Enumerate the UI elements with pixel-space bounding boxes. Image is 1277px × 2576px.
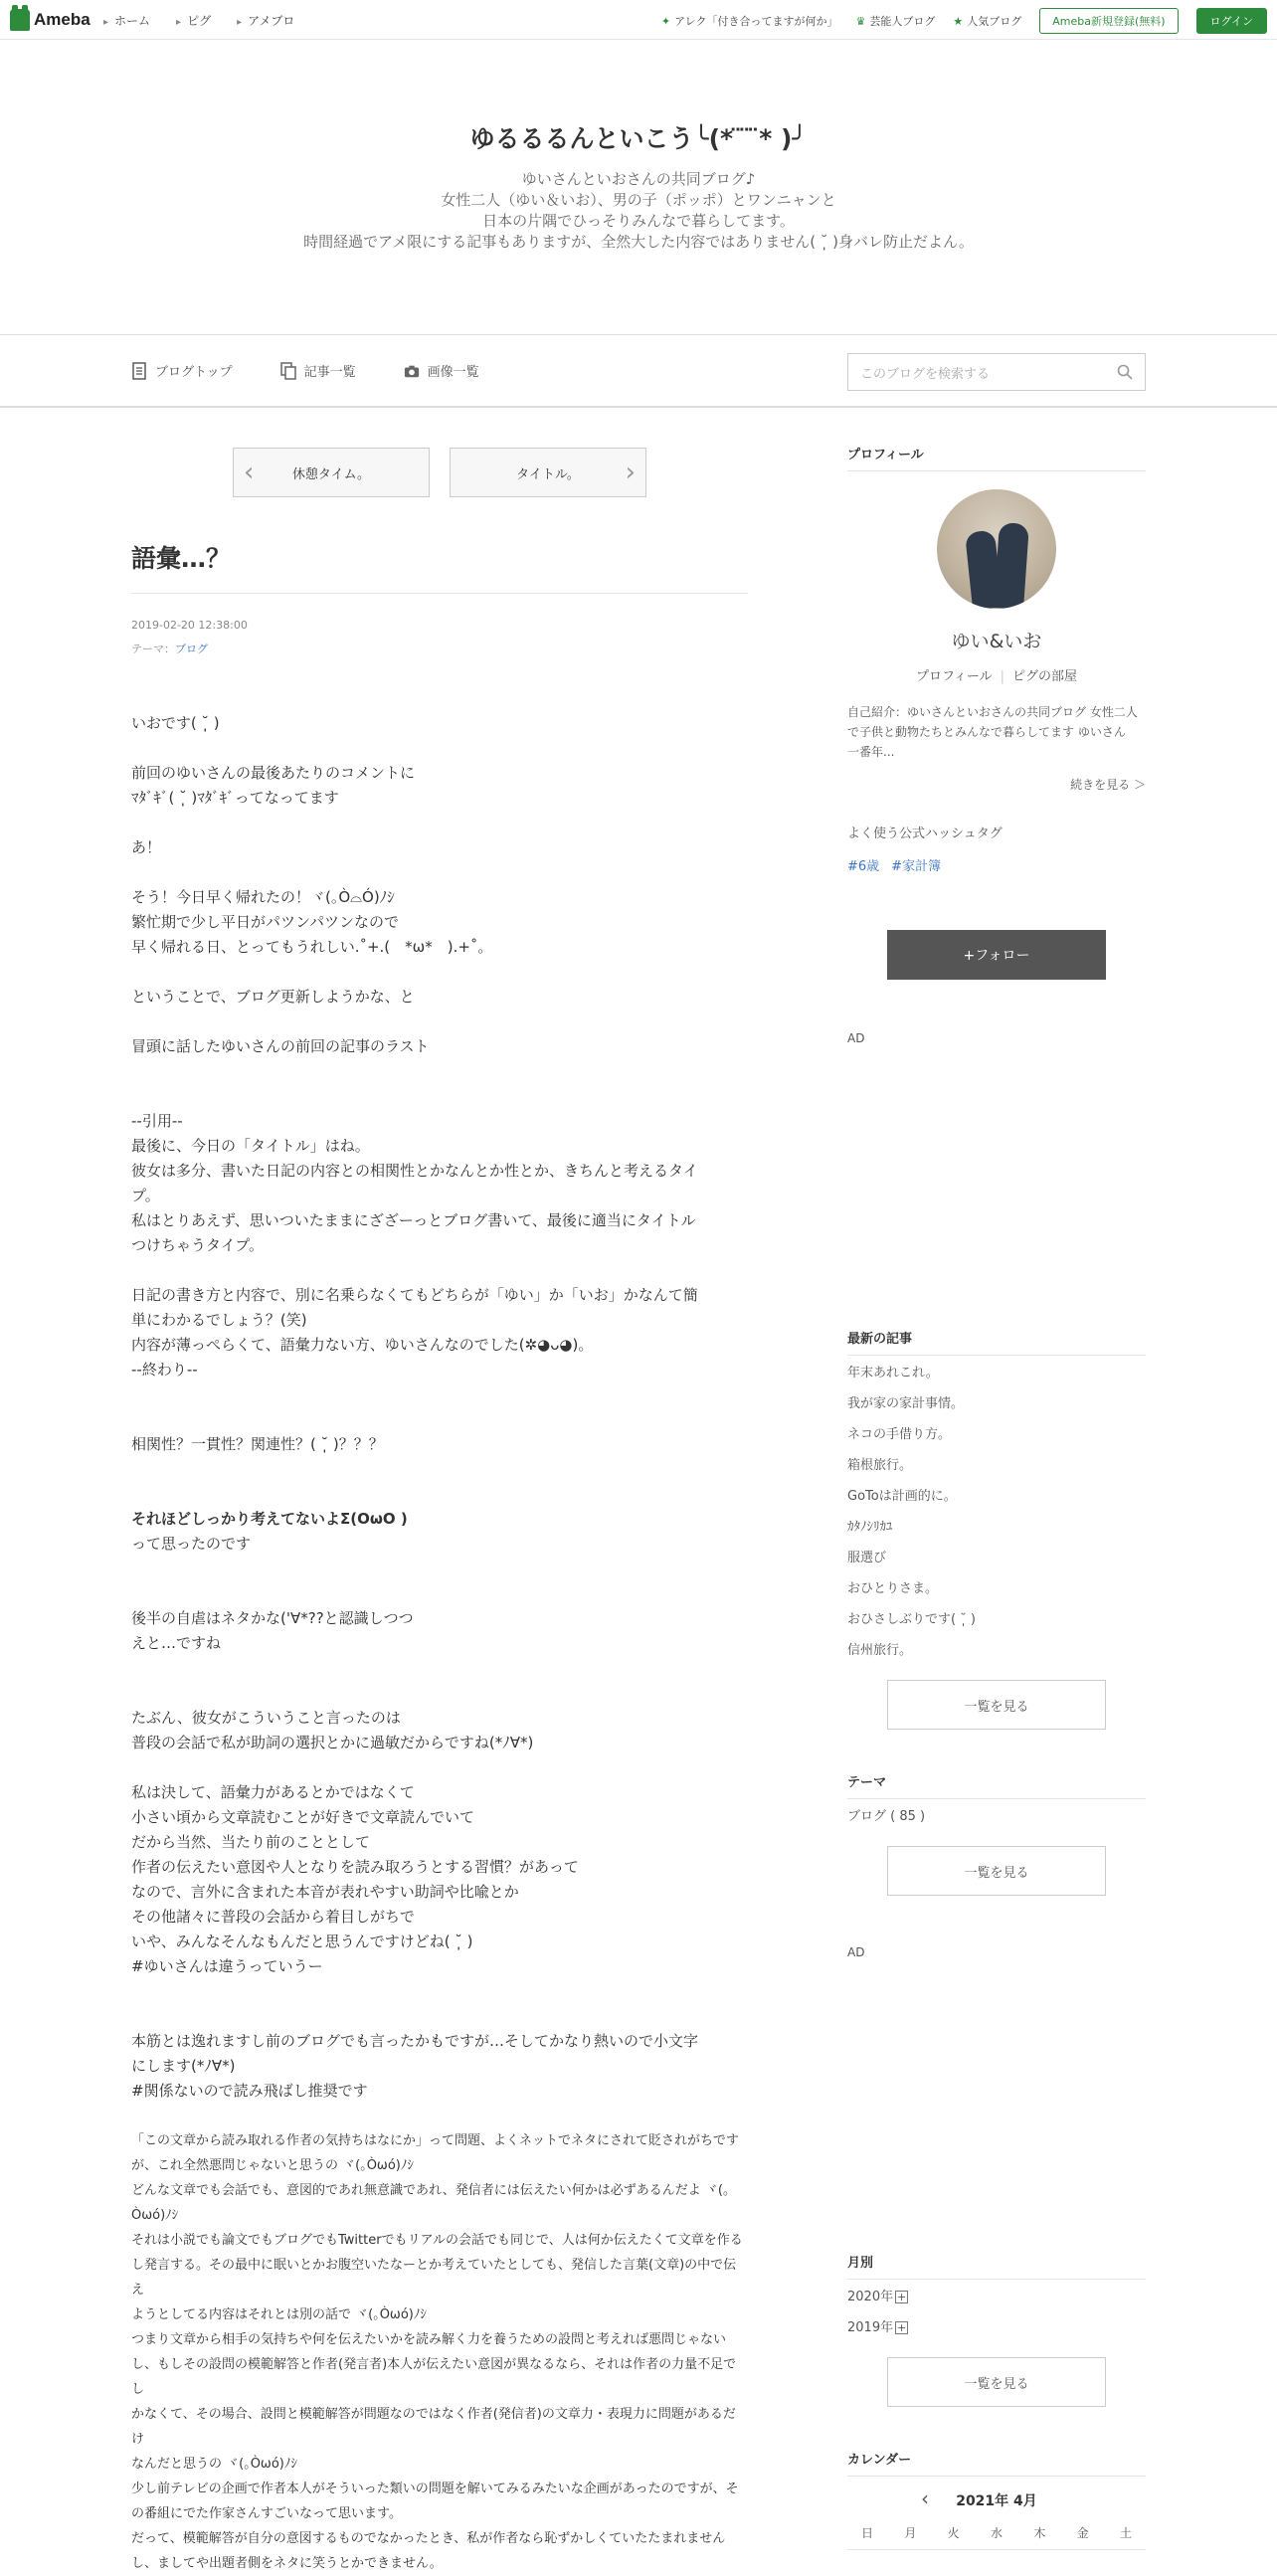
follow-button[interactable]: +フォロー [887, 930, 1106, 980]
entry-line: 早く帰れる日、とってもうれしい.˚+.( *ω* ).+˚。 [131, 938, 493, 956]
hashtag-list [847, 855, 1146, 874]
entry-line: って思ったのです [131, 1535, 252, 1553]
entry-line: し発言する。その最中に眠いとかお腹空いたなーとか考えていたとしても、発信した言葉(文章)の中で伝え [131, 2258, 737, 2298]
theme-link[interactable]: ブログ [175, 643, 208, 655]
chevron-right-icon: ▸ [176, 17, 182, 28]
star-icon: ★ [953, 15, 964, 28]
ameba-logo[interactable]: Ameba [10, 8, 91, 32]
latest-entry-link[interactable]: 服選び [847, 1551, 887, 1565]
next-entry-button[interactable]: タイトル。 › [450, 448, 646, 497]
entry-line [131, 811, 748, 835]
profile-links: プロフィール | ピグの部屋 [915, 669, 1078, 684]
entry-line: 冒頭に話したゆいさんの前回の記事のラスト [131, 1037, 430, 1055]
theme-section [847, 1771, 1146, 1896]
profile-intro: 自己紹介：ゆいさんといおさんの共同ブログ 女性二人で子供と動物たちとみんなで暮らしてます ゆいさん 一番年... [847, 705, 1138, 759]
entry-line: 小さい頃から文章読むことが好きで文章読んでいて [131, 1808, 475, 1826]
weekday-label: 木 [1033, 2526, 1046, 2540]
entry-line [131, 2104, 748, 2128]
chevron-right-icon: ▸ [103, 17, 109, 28]
latest-entry-link[interactable]: 信州旅行。 [847, 1643, 913, 1658]
entry-line: 私はとりあえず、思いついたままにざざーっとブログ書いて、最後に適当にタイトル [131, 1211, 696, 1229]
entry-line: 繁忙期で少し平日がパツンパツンなので [131, 913, 399, 931]
chevron-right-icon: ▸ [237, 17, 243, 28]
weekday-label: 火 [947, 2526, 960, 2540]
entry-line [131, 1681, 748, 1706]
ameba-logo-icon [10, 9, 30, 31]
entry-title: 語彙…？ [131, 539, 748, 594]
entry-line [131, 736, 748, 761]
avatar[interactable] [937, 489, 1056, 609]
link-popular-blog[interactable]: ★ 人気ブログ [953, 15, 1022, 28]
latest-entry-link[interactable]: ネコの手借り方。 [847, 1427, 952, 1442]
link-alek[interactable]: ✦ アレク「付き合ってますが何か」 [660, 15, 838, 28]
entry-line: 私は決して、語彙力があるとかではなくて [131, 1783, 415, 1801]
entry-pager [131, 448, 748, 497]
entry-line: し、もしその設問の模範解答と作者(発言者)本人が伝えたい意図が異なるなら、それは作者の力量不足でし [131, 2357, 737, 2397]
entry-line: 最後に、今日の「タイトル」はね。 [131, 1137, 370, 1155]
profile-name[interactable]: ゆい&いお [951, 631, 1042, 652]
expand-icon[interactable]: + [896, 2321, 907, 2334]
main-content [131, 448, 748, 2576]
year-item[interactable]: 2020年 + [847, 2290, 907, 2304]
entry-line: その他諸々に普段の会話から着目しがちで [131, 1908, 415, 1926]
ameba-header [0, 0, 1277, 40]
nav-image-list[interactable]: 画像一覧 [404, 361, 479, 380]
nav-blog-top[interactable]: ブログトップ [131, 361, 233, 380]
nav-pigg[interactable]: ▸ ピグ [176, 14, 212, 28]
entry-line: いや、みんなそんなもんだと思うんですけどね( ˘̩̩̩ ) [131, 1932, 473, 1950]
entry-line: つけちゃうタイプ。 [131, 1236, 265, 1254]
entry-line: ようとしてる内容はそれとは別の話で ヾ(｡Òωó)ﾉｼ [131, 2307, 427, 2322]
theme-view-all-button[interactable]: 一覧を見る [887, 1846, 1106, 1896]
entry-line: なので、言外に含まれた本音が表れやすい助詞や比喩とか [131, 1883, 519, 1901]
entry-line: だって、模範解答が自分の意図するものでなかったとき、私が作者なら恥ずかしくていたたまれません [131, 2531, 726, 2546]
entry-line [131, 1557, 748, 1581]
chevron-left-icon[interactable]: ‹ [921, 2486, 929, 2510]
entry-theme: テーマ：ブログ [131, 643, 208, 655]
monthly-heading: 月別 [847, 2252, 1146, 2280]
latest-entries [847, 1328, 1146, 1730]
copy-icon [280, 362, 296, 380]
entry-line: 後半の自虐はネタかな('∀*??と認識しつつ [131, 1609, 414, 1627]
monthly-view-all-button[interactable]: 一覧を見る [887, 2357, 1106, 2407]
login-button[interactable]: ログイン [1196, 8, 1267, 34]
entry-line [131, 1755, 748, 1780]
latest-entry-link[interactable]: 箱根旅行。 [847, 1458, 913, 1473]
entry-line: 「この文章から読み取れる作者の気持ちはなにか」って問題、よくネットでネタにされて貶されがちです [131, 2133, 739, 2148]
ad-label: AD [847, 1031, 865, 1045]
entry-line: プ。 [131, 1187, 160, 1204]
prev-entry-button[interactable]: ‹ 休憩タイム。 [233, 448, 430, 497]
entry-line [131, 1407, 748, 1432]
entry-line: 相関性？一貫性？関連性？( ˘̩̩̩ )？？？ [131, 1435, 384, 1453]
nav-entry-list[interactable]: 記事一覧 [280, 361, 356, 380]
theme-heading: テーマ [847, 1771, 1146, 1799]
header-nav [103, 12, 294, 29]
latest-view-all-button[interactable]: 一覧を見る [887, 1680, 1106, 1730]
entry-line: それほどしっかり考えてないよΣ(OωO ) [131, 1510, 408, 1528]
latest-entry-link[interactable]: ｶﾀﾉｼﾘｶﾕ [847, 1520, 893, 1535]
entry-line [131, 2004, 748, 2029]
latest-entry-link[interactable]: 年末あれこれ。 [847, 1366, 939, 1380]
profile-link[interactable]: プロフィール [915, 669, 993, 684]
entry-line [131, 1010, 748, 1034]
entry-line: ﾏﾀﾞｷﾞ( ˘̩̩̩ )ﾏﾀﾞｷﾞってなってます [131, 789, 339, 807]
entry-line: そう！今日早く帰れたの！ヾ(｡Ò⌓Ó)ﾉｼ [131, 888, 395, 906]
entry-line [131, 1382, 748, 1407]
entry-line: 作者の伝えたい意図や人となりを読み取ろうとする習慣？があって [131, 1858, 579, 1876]
nav-home[interactable]: ▸ ホーム [103, 14, 151, 28]
entry-line [131, 1656, 748, 1681]
latest-list [847, 1358, 1146, 1666]
camera-icon [404, 362, 420, 380]
entry-line: 本筋とは逸れますし前のブログでも言ったかもですが…そしてかなり熱いので小文字 [131, 2032, 699, 2050]
blog-header [0, 40, 1277, 334]
chevron-left-icon: ‹ [244, 458, 255, 487]
profile-heading: プロフィール [847, 444, 1146, 471]
crown-icon: ♛ [855, 15, 866, 28]
nav-ameblo[interactable]: ▸ アメブロ [237, 14, 295, 28]
read-more-link[interactable]: 続きを見る ＞ [1070, 778, 1146, 792]
hashtag-heading: よく使う公式ハッシュタグ [847, 827, 1003, 841]
calendar-weekdays [847, 2524, 1146, 2550]
entry-line: つまり文章から相手の気持ちや何を伝えたいかを読み解く力を養うための設問と考えれば悪問じゃない [131, 2332, 727, 2347]
entry-line: どんな文章でも会話でも、意図的であれ無意識であれ、発信者には伝えたい何かは必ずあるんだよ ヾ(｡ [131, 2183, 730, 2198]
weekday-label: 水 [990, 2526, 1003, 2540]
weekday-label: 日 [861, 2526, 874, 2540]
entry-line: の番組にでた作家さんすごいなって思います。 [131, 2506, 402, 2521]
entry-line [131, 1059, 748, 1084]
entry-line: いおです( ˘̩̩̩ ) [131, 714, 220, 732]
monthly-section [847, 2252, 1146, 2407]
document-icon [131, 362, 147, 380]
header-right [661, 8, 1267, 34]
entry-line [131, 1084, 748, 1109]
blog-nav [0, 334, 1277, 408]
entry-line [131, 1258, 748, 1283]
register-button[interactable]: Ameba新規登録(無料) [1039, 8, 1178, 34]
chevron-right-icon: › [625, 458, 636, 487]
blog-description: ゆいさんといおさんの共同ブログ♪ 女性二人（ゆい＆いお）、男の子（ポッポ）とワンニャンと 日本の片隅でひっそりみんなで暮らしてます。 時間経過でアメ限にする記事もありますが、全然大した内容ではありません( ˘̩̩̩ )身バレ防止だよん。 [303, 170, 974, 251]
entry-line: 普段の会話で私が助詞の選択とかに過敏だからですね(*ﾉ∀*) [131, 1734, 534, 1751]
pigg-room-link[interactable]: ピグの部屋 [1012, 669, 1078, 684]
weekday-label: 月 [904, 2526, 917, 2540]
weekday-label: 金 [1076, 2526, 1089, 2540]
entry-line [131, 1979, 748, 2004]
ad-label: AD [847, 1945, 865, 1959]
latest-entry-link[interactable]: おひとりさま。 [847, 1581, 939, 1596]
entry-line [131, 1482, 748, 1507]
entry-line: それは小説でも論文でもブログでもTwitterでもリアルの会話でも同じで、人は何か伝えたくて文章を作る [131, 2233, 743, 2248]
entry-line: なんだと思うの ヾ(｡Òωó)ﾉｼ [131, 2457, 297, 2472]
entry-line: が、これ全然悪問じゃないと思うの ヾ(｡Òωó)ﾉｼ [131, 2158, 414, 2173]
blog-title[interactable]: ゆるるるんといこう╰(* ̈ ̈ ̈* )╯ [469, 124, 808, 153]
entry-line: 単にわかるでしょう？(笑) [131, 1311, 307, 1329]
calendar-section [847, 2449, 1146, 2550]
weekday-label: 土 [1119, 2526, 1132, 2540]
entry-line: 前回のゆいさんの最後あたりのコメントに [131, 764, 416, 782]
blog-search-input[interactable]: このブログを検索する [847, 353, 1146, 391]
entry-line [131, 960, 748, 985]
sidebar [847, 444, 1146, 2550]
latest-entry-link[interactable]: GoToは計画的に。 [847, 1489, 957, 1504]
hashtag-link[interactable]: #6歳 [847, 859, 880, 874]
entry-line: ということで、ブログ更新しようかな、と [131, 988, 415, 1006]
entry-line: し、ましてや出題者側をネタに笑うとかできません。 [131, 2556, 443, 2571]
hashtag-link[interactable]: #家計簿 [891, 859, 942, 874]
entry-line [131, 1457, 748, 1482]
latest-entry-link[interactable]: おひさしぶりです( ˘̩̩̩ ) [847, 1612, 976, 1627]
entry-line: #ゆいさんは違うっていうー [131, 1957, 323, 1975]
entry-line: にします(*ﾉ∀*) [131, 2057, 236, 2075]
entry-line: 内容が薄っぺらくて、語彙力ない方、ゆいさんなのでした(✲◕ᴗ◕)。 [131, 1336, 594, 1354]
entry-line: #関係ないので読み飛ばし推奨です [131, 2082, 368, 2100]
link-celebrity-blog[interactable]: ♛ 芸能人ブログ [855, 15, 936, 28]
year-item[interactable]: 2019年 + [847, 2320, 907, 2335]
entry-line: --引用-- [131, 1112, 183, 1130]
entry-line: --終わり-- [131, 1361, 198, 1379]
theme-item[interactable]: ブログ ( 85 ) [847, 1809, 926, 1824]
latest-entry-link[interactable]: 我が家の家計事情。 [847, 1396, 965, 1411]
entry-line: 彼女は多分、書いた日記の内容との相関性とかなんとか性とか、きちんと考えるタイ [131, 1162, 698, 1180]
entry-line [131, 1581, 748, 1606]
entry-line: たぶん、彼女がこういうこと言ったのは [131, 1709, 401, 1727]
entry-meta [131, 614, 748, 661]
entry-line: 少し前テレビの企画で作者本人がそういった類いの問題を解いてみるみたいな企画があったのですが、そ [131, 2482, 739, 2496]
calendar-heading: カレンダー [847, 2449, 1146, 2477]
entry-line: かなくて、その場合、設問と模範解答が問題なのではなく作者(発信者)の文章力・表現力に問題があるだけ [131, 2407, 736, 2447]
entry-line: だから当然、当たり前のこととして [131, 1833, 371, 1851]
entry-line: えと…ですね [131, 1634, 222, 1652]
sparkle-icon: ✦ [660, 15, 671, 28]
expand-icon[interactable]: + [896, 2291, 907, 2303]
entry-body [131, 711, 748, 2576]
latest-heading: 最新の記事 [847, 1328, 1146, 1356]
entry-date: 2019-02-20 12:38:00 [131, 619, 248, 632]
search-icon[interactable] [1117, 364, 1133, 380]
entry-line: あ！ [131, 838, 162, 856]
entry-line [131, 860, 748, 885]
entry-line: 日記の書き方と内容で、別に名乗らなくてもどちらが「ゆい」か「いお」かなんて簡 [131, 1286, 698, 1304]
calendar-month: ‹ 2021年 4月 [921, 2486, 1037, 2510]
entry-line: Òωó)ﾉｼ [131, 2208, 179, 2223]
